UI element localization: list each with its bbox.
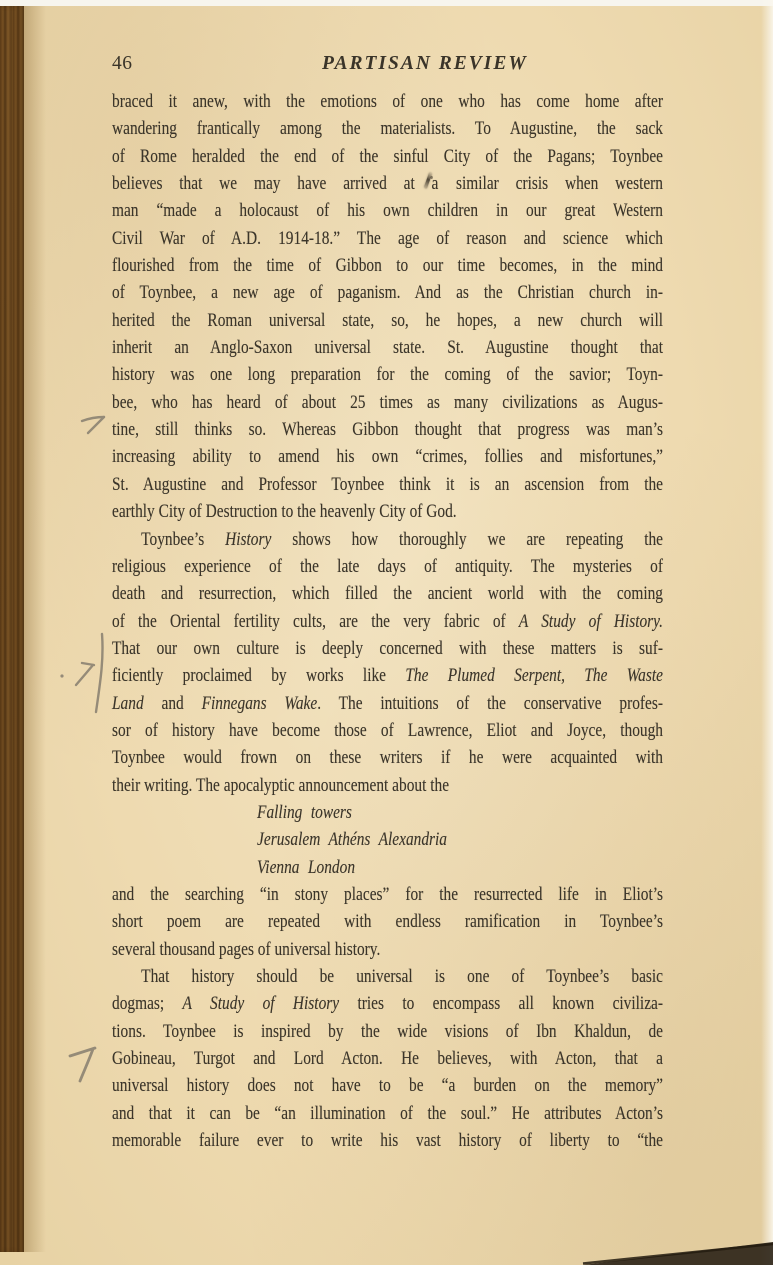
- text-line: [112, 799, 663, 826]
- book-edge-left: [0, 6, 24, 1252]
- text-line: [112, 225, 663, 252]
- margin-line-with-arrow: [60, 634, 102, 712]
- text-line: [112, 1100, 663, 1127]
- text-line: [112, 1072, 663, 1099]
- text-line: [112, 197, 663, 224]
- text: inherit an Anglo-Saxon universal state. St. Augustine thought that: [112, 337, 664, 359]
- text: St. Augustine and Professor Toynbee think it is an ascension from the: [112, 473, 664, 495]
- text-line: [112, 908, 663, 935]
- text: Civil War of A.D. 1914-18.” The age of reason and science which: [112, 227, 664, 249]
- text-line: [112, 635, 663, 662]
- text-line: [112, 88, 663, 115]
- text: and the searching “in stony places” for the resurrected life in Eliot’s: [112, 883, 664, 905]
- italic-text: History: [225, 528, 272, 550]
- text-line: [112, 744, 663, 771]
- journal-title: PARTISAN REVIEW: [322, 53, 528, 74]
- text: Gobineau, Turgot and Lord Acton. He believes, with Acton, that a: [112, 1048, 664, 1070]
- text-line: [112, 772, 663, 799]
- text: short poem are repeated with endless ramification in Toynbee’s: [112, 911, 664, 933]
- text: dogmas;: [112, 993, 183, 1015]
- text-line: [112, 662, 663, 689]
- text: of Rome heralded the end of the sinful City of the Pagans; Toynbee: [112, 145, 664, 167]
- text-line: [112, 498, 663, 525]
- italic-text: The Plumed Serpent, The Waste: [405, 665, 663, 687]
- text-line: [112, 580, 663, 607]
- text-line: [112, 1018, 663, 1045]
- text: death and resurrection, which filled the ancient world with the coming: [112, 583, 664, 605]
- text: tine, still thinks so. Whereas Gibbon thought that progress was man’s: [112, 419, 664, 441]
- text: ficiently proclaimed by works like: [112, 665, 406, 687]
- text-line: [112, 307, 663, 334]
- text: That history should be universal is one of Toynbee’s basic: [141, 966, 664, 987]
- text: and: [143, 692, 202, 714]
- italic-text: Jerusalem Athéns Alexandria: [257, 829, 448, 851]
- text: increasing ability to amend his own “crimes, follies and misfortunes,”: [112, 446, 664, 468]
- text-line: [112, 361, 663, 388]
- text-line: [112, 389, 663, 416]
- text-line: [112, 717, 663, 744]
- text-line: [112, 115, 663, 142]
- text-line: [112, 252, 663, 279]
- italic-text: Vienna London: [257, 856, 356, 878]
- text: man “made a holocaust of his own children in our great Western: [112, 200, 664, 222]
- text: Toynbee’s: [141, 528, 226, 550]
- italic-text: Land: [112, 692, 144, 714]
- text: religious experience of the late days of antiquity. The mysteries of: [112, 555, 664, 577]
- italic-text: A Study of History: [182, 993, 340, 1015]
- text-line: [112, 608, 663, 635]
- text: earthly City of Destruction to the heavenly City of God.: [112, 501, 457, 523]
- text-line: [112, 1045, 663, 1072]
- text: wandering frantically among the materialists. To Augustine, the sack: [112, 118, 664, 140]
- text-line: [112, 690, 663, 717]
- text: braced it anew, with the emotions of one who has come home after: [112, 91, 664, 112]
- text-line: [112, 143, 663, 170]
- text-line: [112, 170, 663, 197]
- text-line: [112, 990, 663, 1017]
- text: history was one long preparation for the coming of the savior; Toyn-: [112, 364, 664, 386]
- text: . The intuitions of the conservative profes-: [317, 692, 664, 714]
- text-line: [112, 936, 663, 963]
- text: tions. Toynbee is inspired by the wide visions of Ibn Khaldun, de: [112, 1020, 664, 1042]
- page-edge-right: [761, 0, 773, 1265]
- body-text: [112, 88, 663, 1154]
- text: several thousand pages of universal history.: [112, 938, 381, 960]
- text-line: [112, 279, 663, 306]
- text: believes that we may have arrived at a: [112, 173, 439, 195]
- text: similar crisis when western: [439, 173, 664, 195]
- page-number: 46: [112, 53, 133, 74]
- text: of the Oriental fertility cults, are the very fabric of: [112, 610, 519, 632]
- text-line: [112, 881, 663, 908]
- text-line: [112, 334, 663, 361]
- text-line: [112, 471, 663, 498]
- text: sor of history have become those of Lawrence, Eliot and Joyce, though: [112, 719, 664, 741]
- text-line: [112, 553, 663, 580]
- text: That our own culture is deeply concerned with these matters is suf-: [112, 637, 664, 659]
- text: flourished from the time of Gibbon to our time becomes, in the mind: [112, 255, 664, 277]
- text: bee, who has heard of about 25 times as many civilizations as Augus-: [112, 391, 664, 413]
- text-line: [112, 526, 663, 553]
- italic-text: Falling towers: [257, 801, 352, 823]
- text-line: [112, 826, 663, 853]
- text: their writing. The apocalyptic announcement about the: [112, 774, 450, 796]
- text-line: [112, 443, 663, 470]
- text: and that it can be “an illumination of the soul.” He attributes Acton’s: [112, 1102, 664, 1124]
- text-line: [112, 1127, 663, 1154]
- italic-text: Finnegans Wake: [201, 692, 318, 714]
- margin-arrow: [70, 1048, 95, 1081]
- text: Toynbee would frown on these writers if he were acquainted with: [112, 747, 664, 769]
- text: shows how thoroughly we are repeating the: [271, 528, 664, 550]
- text: herited the Roman universal state, so, he hopes, a new church will: [112, 309, 664, 331]
- text-line: [112, 416, 663, 443]
- scan-top-edge: [0, 0, 773, 6]
- text: universal history does not have to be “a burden on the memory”: [112, 1075, 664, 1097]
- ink-smudge: [438, 174, 439, 192]
- book-edge-left-fade: [24, 6, 46, 1252]
- italic-text: A Study of History.: [518, 610, 664, 632]
- text: tries to encompass all known civiliza-: [339, 993, 664, 1015]
- text-line: [112, 854, 663, 881]
- text: of Toynbee, a new age of paganism. And as the Christian church in-: [112, 282, 664, 304]
- text-line: [112, 963, 663, 990]
- text: memorable failure ever to write his vast history of liberty to “the: [112, 1130, 664, 1152]
- margin-check-mark: [82, 417, 104, 433]
